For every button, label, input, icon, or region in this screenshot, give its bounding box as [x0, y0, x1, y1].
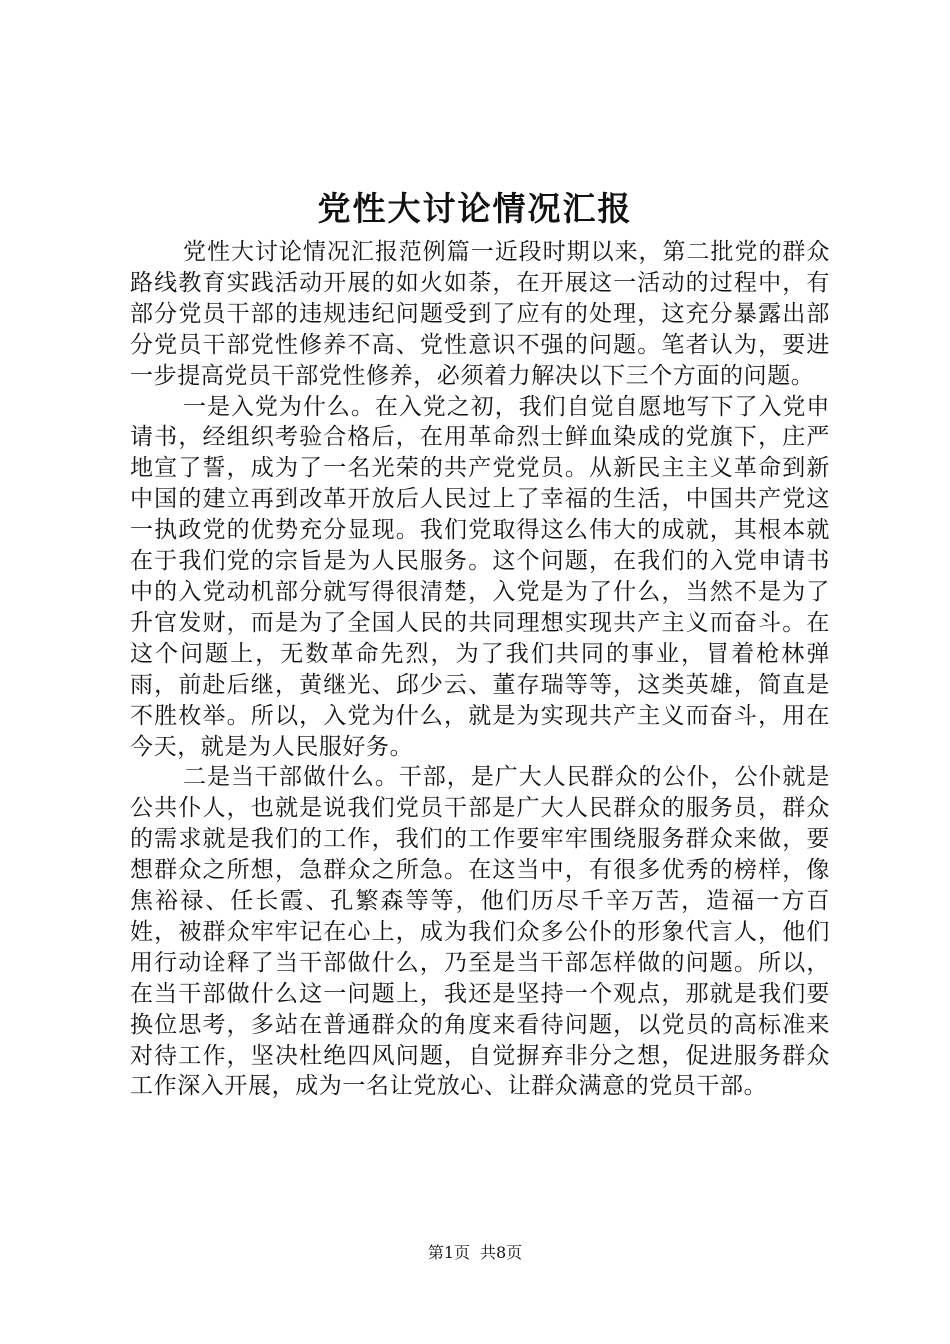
paragraph-intro: 党性大讨论情况汇报范例篇一近段时期以来，第二批党的群众路线教育实践活动开展的如火如荼，在开展这一活动的过程中，有部分党员干部的违规违纪问题受到了应有的处理，这充分暴露出部分党员干部党性修养不高、党性意识不强的问题。笔者认为，要进一步提高党员干部党性修养，必须着力解决以下三个方面的问题。 [130, 239, 830, 389]
document-body [130, 237, 830, 1102]
document-title: 党性大讨论情况汇报 [317, 189, 633, 228]
paragraph-section-one: 一是入党为什么。在入党之初，我们自觉自愿地写下了入党申请书，经组织考验合格后，在用革命烈士鲜血染成的党旗下，庄严地宣了誓，成为了一名光荣的共产党党员。从新民主主义革命到新中国的建立再到改革开放后人民过上了幸福的生活，中国共产党这一执政党的优势充分显现。我们党取得这么伟大的成就，其根本就在于我们党的宗旨是为人民服务。这个问题，在我们的入党申请书中的入党动机部分就写得很清楚，入党是为了什么，当然不是为了升官发财，而是为了全国人民的共同理想实现共产主义而奋斗。在这个问题上，无数革命先烈，为了我们共同的事业，冒着枪林弹雨，前赴后继，黄继光、邱少云、董存瑞等等，这类英雄，简直是不胜枚举。所以，入党为什么，就是为实现共产主义而奋斗，用在今天，就是为人民服好务。 [130, 393, 830, 760]
paragraph-section-two: 二是当干部做什么。干部，是广大人民群众的公仆，公仆就是公共仆人，也就是说我们党员干部是广大人民群众的服务员，群众的需求就是我们的工作，我们的工作要牢牢围绕服务群众来做，要想群众之所想，急群众之所急。在这当中，有很多优秀的榜样，像焦裕禄、任长霞、孔繁森等等，他们历尽千辛万苦，造福一方百姓，被群众牢牢记在心上，成为我们众多公仆的形象代言人，他们用行动诠释了当干部做什么，乃至是当干部怎样做的问题。所以，在当干部做什么这一问题上，我还是坚持一个观点，那就是我们要换位思考，多站在普通群众的角度来看待问题，以党员的高标准来对待工作，坚决杜绝四风问题，自觉摒弃非分之想，促进服务群众工作深入开展，成为一名让党放心、让群众满意的党员干部。 [130, 764, 830, 1100]
page-total: 共8页 [480, 1243, 523, 1262]
page-number: 第1页 [427, 1243, 470, 1262]
page-footer [0, 1242, 950, 1264]
